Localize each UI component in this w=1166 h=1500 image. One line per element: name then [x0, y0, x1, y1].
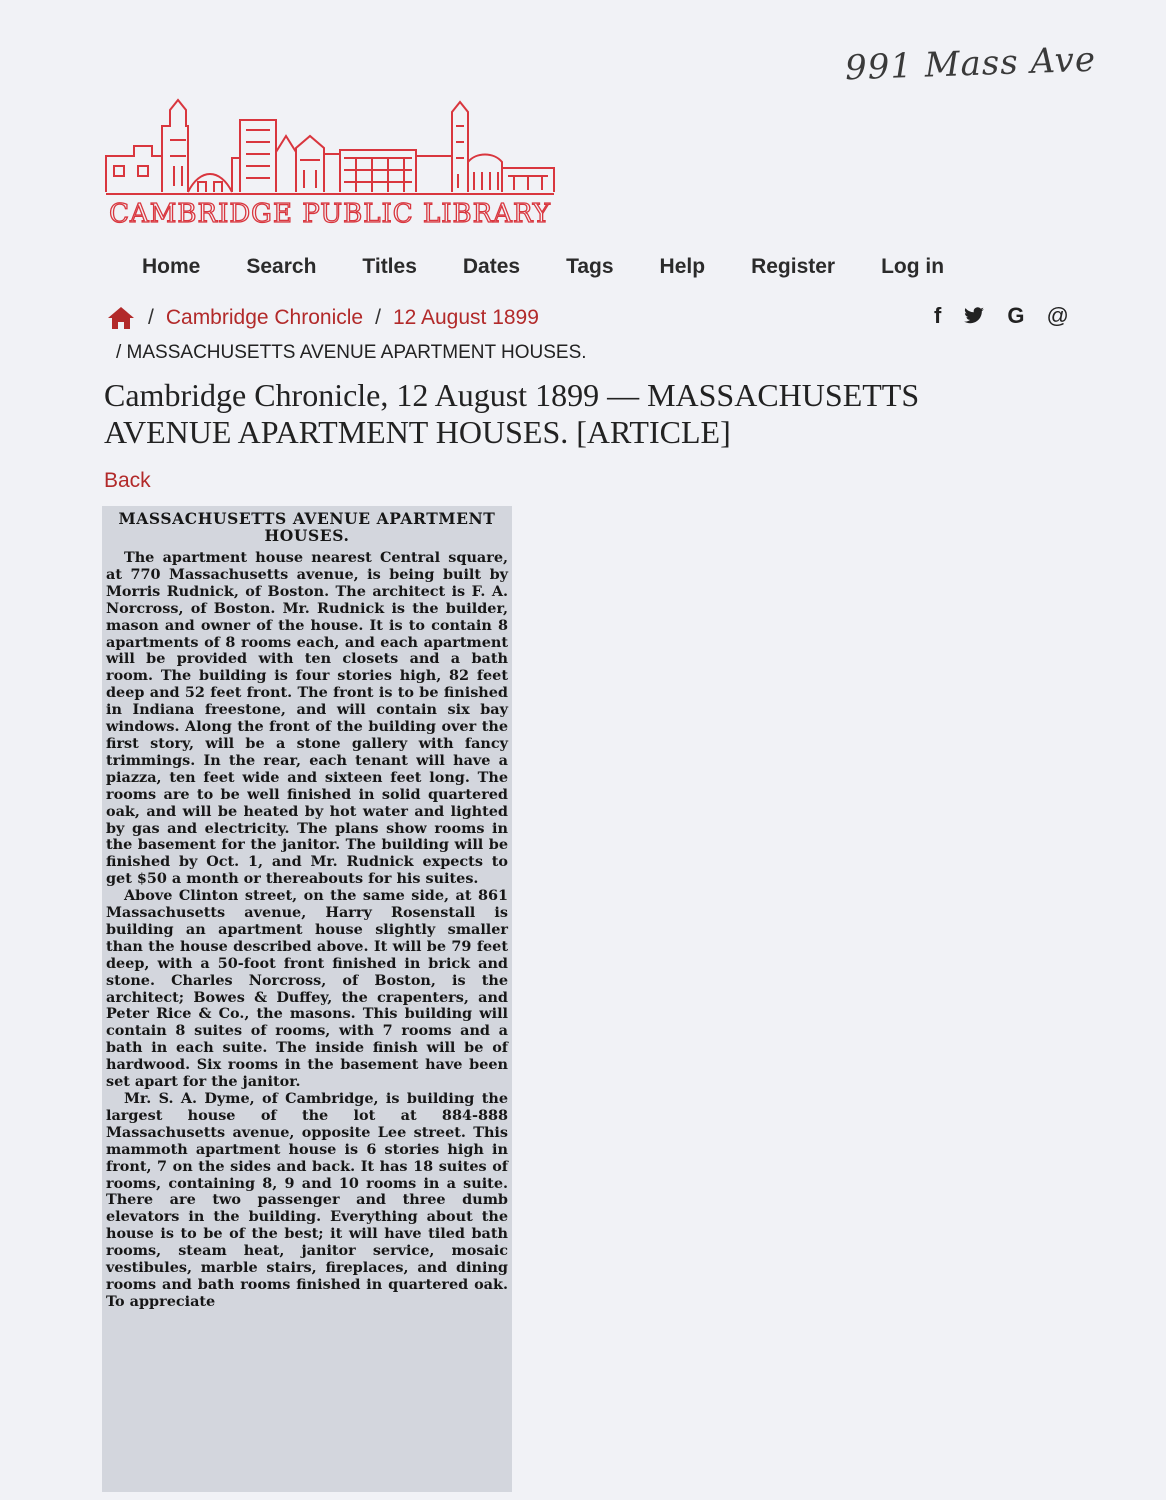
nav-tags[interactable]: Tags — [566, 255, 614, 278]
nav-login[interactable]: Log in — [881, 255, 945, 278]
email-icon[interactable]: @ — [1046, 303, 1069, 328]
home-icon[interactable] — [106, 305, 136, 331]
twitter-icon[interactable] — [963, 303, 985, 329]
article-paragraph: Above Clinton street, on the same side, at 861 Massachusetts avenue, Harry Rosenstall is building an apartment house slightly smaller than the house described above. It will be 79 feet deep, with a 50-foot front finished in brick and stone. Charles Norcross, of Boston, is the architect; Bowes & Duffey, the crapenters, and Peter Rice & Co., the masons. This building will contain 8 suites of rooms, with 7 rooms and a bath in each suite. The inside finish will be of hardwood. Six rooms in the basement have been set apart for the janitor. — [106, 887, 508, 1091]
library-logo[interactable] — [104, 96, 556, 230]
article-scan — [102, 506, 512, 1492]
article-headline: MASSACHUSETTS AVENUE APARTMENT HOUSES. — [118, 509, 496, 545]
nav-register[interactable]: Register — [751, 255, 836, 278]
breadcrumb-date[interactable]: 12 August 1899 — [392, 306, 539, 329]
article-paragraph: The apartment house nearest Central square, at 770 Massachusetts avenue, is being built by Morris Rudnick, of Boston. The architect is F. A. Norcross, of Boston. Mr. Rudnick is the builder, mason and owner of the house. It is to contain 8 apartments of 8 rooms each, and each apartment will be provided with ten closets and a bath room. The building is four stories high, 82 feet deep and 52 feet front. The front is to be finished in Indiana freestone, and will contain six bay windows. Along the front of the building over the first story, will be a stone gallery with fancy trimmings. In the rear, each tenant will have a piazza, ten feet wide and sixteen feet long. The rooms are to be well finished in solid quartered oak, and will be heated by hot water and lighted by gas and electricity. The plans show rooms in the basement for the janitor. The building will be finished by Oct. 1, and Mr. Rudnick expects to get $50 a month or thereabouts for his suites. — [106, 549, 508, 888]
breadcrumb-publication[interactable]: Cambridge Chronicle — [165, 306, 364, 329]
nav-titles[interactable]: Titles — [362, 255, 417, 278]
breadcrumb-current: / MASSACHUSETTS AVENUE APARTMENT HOUSES. — [116, 342, 587, 363]
facebook-icon[interactable]: f — [934, 303, 942, 328]
handwritten-annotation: 991 Mass Ave — [844, 39, 1097, 89]
main-nav — [142, 255, 990, 279]
nav-search[interactable]: Search — [246, 255, 317, 278]
article-paragraph: Mr. S. A. Dyme, of Cambridge, is building the largest house of the lot at 884-888 Massachusetts avenue, opposite Lee street. This mammoth apartment house is 6 stories high in front, 7 on the sides and back. It has 18 suites of rooms, containing 8, 9 and 10 rooms in a suite. There are two passenger and three dumb elevators in the building. Everything about the house is to be of the best; it will have tiled bath rooms, steam heat, janitor service, mosaic vestibules, marble stairs, fireplaces, and dining rooms and bath rooms finished in quartered oak. To appreciate — [106, 1090, 508, 1310]
breadcrumb — [106, 305, 539, 331]
breadcrumb-separator: / — [375, 306, 381, 329]
google-icon[interactable]: G — [1007, 303, 1025, 328]
nav-help[interactable]: Help — [659, 255, 706, 278]
social-share — [934, 303, 1091, 329]
nav-home[interactable]: Home — [142, 255, 201, 278]
article-body — [102, 550, 512, 1311]
logo-text: CAMBRIDGE PUBLIC LIBRARY — [109, 199, 551, 229]
breadcrumb-separator: / — [148, 306, 154, 329]
page-title: Cambridge Chronicle, 12 August 1899 — MASSACHUSETTS AVENUE APARTMENT HOUSES. [ARTICLE] — [104, 377, 920, 450]
back-link[interactable]: Back — [104, 469, 151, 492]
nav-dates[interactable]: Dates — [462, 255, 521, 278]
